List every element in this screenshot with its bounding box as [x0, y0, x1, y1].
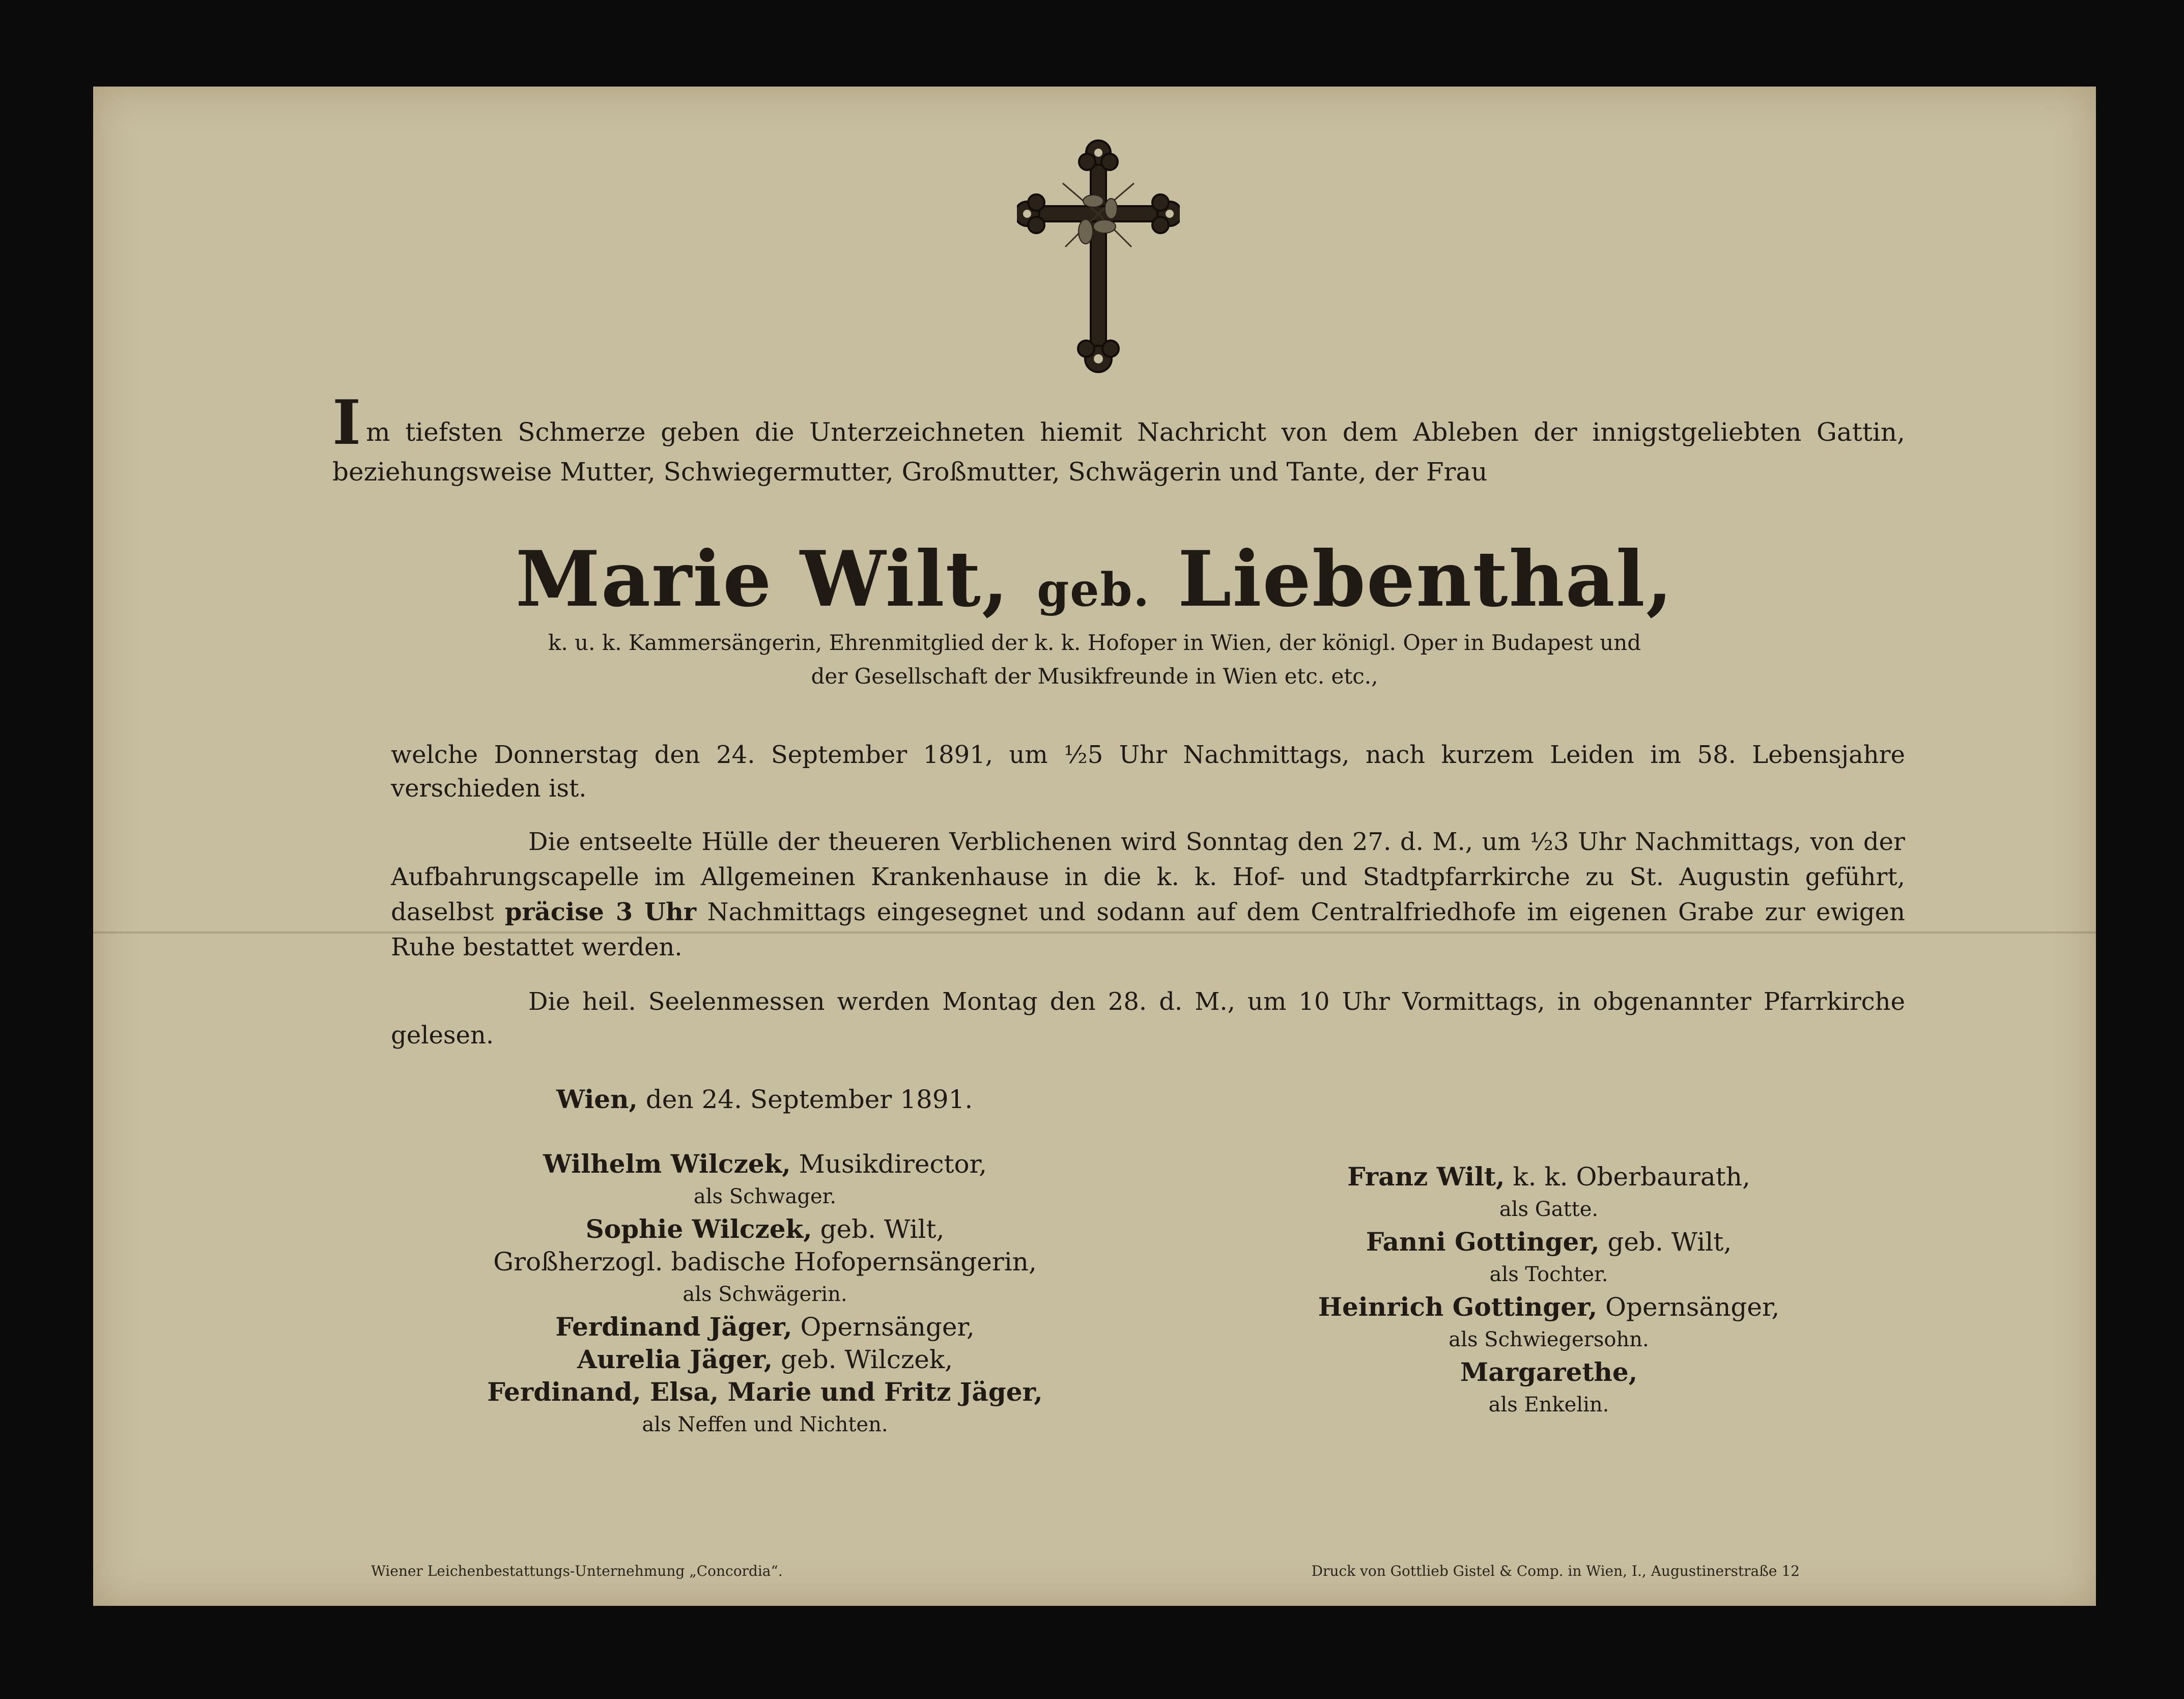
- signatory-role: geb. Wilt,: [1607, 1227, 1732, 1257]
- drop-cap: I: [332, 387, 361, 459]
- honorific-titles: [93, 626, 2096, 693]
- funeral-time: präcise 3 Uhr: [504, 898, 697, 926]
- signatory-name: Ferdinand, Elsa, Marie und Fritz Jäger,: [487, 1377, 1043, 1407]
- signatory-role: geb. Wilt,: [820, 1214, 945, 1244]
- cross-icon: [1017, 137, 1180, 377]
- signatory-line: [1162, 1226, 1936, 1258]
- titles-line-2: der Gesellschaft der Musikfreunde in Wien etc. etc.,: [811, 664, 1378, 689]
- date-text: den 24. September 1891.: [645, 1085, 973, 1114]
- signatory-line: [1162, 1291, 1936, 1323]
- funeral-text-a: Die entseelte Hülle der theueren Verblichenen wird Sonntag den 27. d. M., um ½3 Uhr Nachmittags, von der Aufbahrungscapelle im Allgemeinen Krankenhause in die k. k. Hof- und Stadtpfarrkirche zu St. Augustin geführt, daselbst: [391, 828, 1905, 926]
- signatory-line: [378, 1148, 1152, 1180]
- signatory-role: Musikdirector,: [799, 1149, 987, 1179]
- signatory-relation: als Neffen und Nichten.: [642, 1413, 888, 1436]
- death-paragraph: welche Donnerstag den 24. September 1891, um ½5 Uhr Nachmittags, nach kurzem Leiden im 58. Lebensjahre verschieden ist.: [391, 741, 1905, 803]
- footer-undertaker: Wiener Leichenbestattungs-Unternehmung „Concordia“.: [371, 1563, 783, 1579]
- death-notice-sheet: [93, 87, 2096, 1606]
- signatory-line: [378, 1213, 1152, 1245]
- titles-line-1: k. u. k. Kammersängerin, Ehrenmitglied der k. k. Hofoper in Wien, der königl. Oper in Budapest und: [548, 630, 1641, 655]
- signatories-left: [378, 1148, 1152, 1441]
- signatory-relation: als Schwager.: [693, 1185, 837, 1208]
- signatory-line: [378, 1311, 1152, 1343]
- signatory-name: Wilhelm Wilczek,: [543, 1149, 791, 1179]
- name-maiden: Liebenthal,: [1178, 534, 1674, 624]
- signatory-relation: als Schwiegersohn.: [1449, 1328, 1649, 1351]
- signatories-right: [1162, 1160, 1936, 1421]
- signatory-role: k. k. Oberbaurath,: [1513, 1162, 1750, 1192]
- signatory-line: [1162, 1356, 1936, 1389]
- signatory-name: Heinrich Gottinger,: [1318, 1292, 1598, 1322]
- signatory-name: Franz Wilt,: [1347, 1162, 1505, 1192]
- place-date: [556, 1084, 973, 1114]
- footer-printer: Druck von Gottlieb Gistel & Comp. in Wien, I., Augustinerstraße 12: [1311, 1563, 1800, 1579]
- funeral-paragraph: [391, 825, 1905, 965]
- signatory-name: Ferdinand Jäger,: [555, 1312, 792, 1342]
- intro-paragraph: [332, 387, 1905, 492]
- mass-paragraph: Die heil. Seelenmessen werden Montag den 28. d. M., um 10 Uhr Vormittags, in obgenannter Pfarrkirche gelesen.: [391, 987, 1905, 1050]
- deceased-name: [93, 534, 2096, 624]
- intro-text: m tiefsten Schmerze geben die Unterzeichneten hiemit Nachricht von dem Ableben der innigstgeliebten Gattin, beziehungsweise Mutter, Schwiegermutter, Großmutter, Schwägerin und Tante, der Frau: [332, 417, 1905, 487]
- signatory-detail: Großherzogl. badische Hofopernsängerin,: [493, 1247, 1037, 1277]
- signatory-name: Fanni Gottinger,: [1366, 1227, 1600, 1257]
- name-first: Marie Wilt,: [515, 534, 1010, 624]
- signatory-relation: als Gatte.: [1499, 1198, 1599, 1221]
- place: Wien,: [556, 1084, 638, 1114]
- signatory-relation: als Enkelin.: [1488, 1393, 1609, 1417]
- signatory-role: geb. Wilczek,: [780, 1345, 953, 1374]
- signatory-relation: als Schwägerin.: [683, 1283, 847, 1306]
- signatory-relation: als Tochter.: [1489, 1263, 1608, 1286]
- funeral-text-b: Nachmittags eingesegnet und sodann auf dem Centralfriedhofe im eigenen Grabe zur ewigen Ruhe bestattet werden.: [391, 898, 1905, 961]
- signatory-name: Aurelia Jäger,: [577, 1344, 773, 1374]
- signatory-role: Opernsänger,: [1605, 1292, 1780, 1322]
- signatory-line: [378, 1343, 1152, 1376]
- name-geb: geb.: [1037, 563, 1150, 617]
- signatory-name: Sophie Wilczek,: [585, 1214, 812, 1244]
- signatory-role: Opernsänger,: [800, 1312, 975, 1342]
- signatory-name: Margarethe,: [1460, 1357, 1638, 1387]
- signatory-line: [378, 1376, 1152, 1408]
- signatory-line: [1162, 1160, 1936, 1193]
